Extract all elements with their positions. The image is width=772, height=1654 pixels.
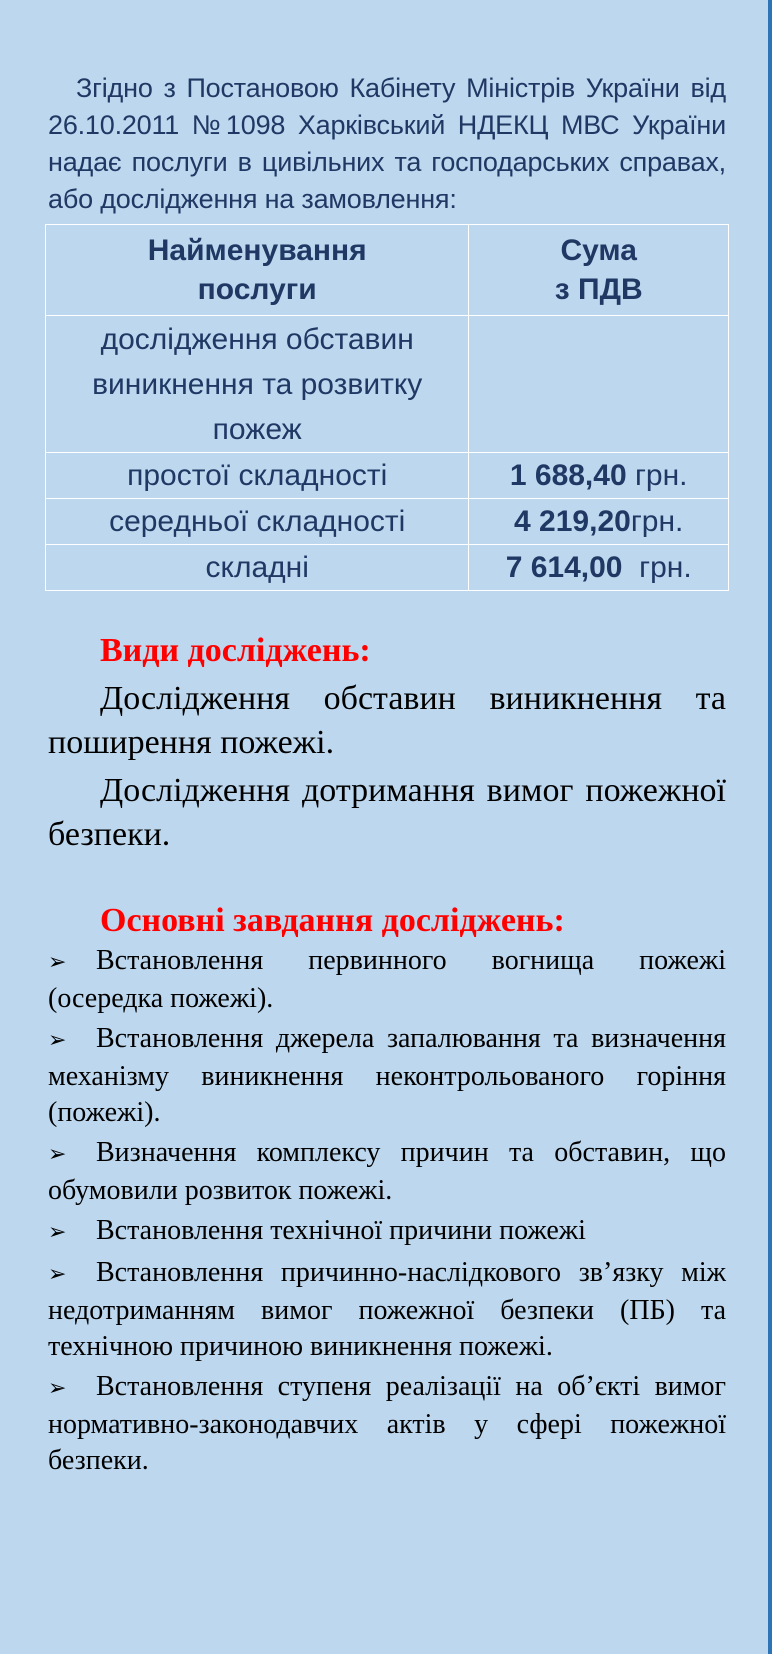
task-text: Визначення комплексу причин та обставин, що обумовили розвиток пожежі. <box>48 1137 726 1206</box>
price-cell <box>469 545 729 591</box>
price-amount: 4 219,20 <box>514 505 631 538</box>
group-label-cell: дослідження обставин виникнення та розвитку пожеж <box>46 316 469 453</box>
arrowhead-bullet-icon: ➢ <box>48 950 67 975</box>
tasks-list <box>48 943 726 1479</box>
task-text: Встановлення ступеня реалізації на об’єкті вимог нормативно-законодавчих актів у сфері пожежної безпеки. <box>48 1371 726 1476</box>
price-cell <box>469 499 729 545</box>
price-unit: грн. <box>622 551 692 584</box>
types-section <box>48 631 726 857</box>
empty-cell <box>469 316 729 453</box>
header-service-line2: послуги <box>197 273 317 306</box>
list-item <box>48 1021 726 1131</box>
table-header-row <box>46 225 729 316</box>
table-row <box>46 316 729 453</box>
list-item <box>48 943 726 1017</box>
price-unit: грн. <box>626 459 688 492</box>
service-cell: складні <box>46 545 469 591</box>
types-item: Дослідження обставин виникнення та поширення пожежі. <box>48 680 726 761</box>
price-table <box>45 224 729 591</box>
list-item <box>48 1213 726 1251</box>
table-row <box>46 453 729 499</box>
table-row <box>46 499 729 545</box>
page-edge-strip <box>768 0 772 1654</box>
types-heading: Види досліджень: <box>100 632 371 669</box>
task-text: Встановлення технічної причини пожежі <box>96 1215 586 1246</box>
service-cell: простої складності <box>46 453 469 499</box>
arrowhead-bullet-icon: ➢ <box>48 1220 67 1245</box>
list-item <box>48 1369 726 1479</box>
price-amount: 1 688,40 <box>509 459 627 492</box>
price-unit: грн. <box>630 505 684 538</box>
tasks-heading: Основні завдання досліджень: <box>100 902 565 939</box>
arrowhead-bullet-icon: ➢ <box>48 1376 67 1401</box>
price-cell <box>469 453 729 499</box>
tasks-section <box>48 901 726 1479</box>
price-amount: 7 614,00 <box>505 551 623 584</box>
intro-paragraph: Згідно з Постановою Кабінету Міністрів України від 26.10.2011 №1098 Харківський НДЕКЦ МВС України надає послуги в цивільних та господарських справах, або дослідження на замовлення: <box>48 73 726 214</box>
header-sum-line2: з ПДВ <box>554 273 643 306</box>
task-text: Встановлення джерела запалювання та визначення механізму виникнення неконтрольованого горіння (пожежі). <box>48 1023 726 1128</box>
table-row <box>46 545 729 591</box>
header-sum <box>469 225 729 316</box>
arrowhead-bullet-icon: ➢ <box>48 1028 67 1053</box>
document-page <box>48 70 726 1483</box>
task-text: Встановлення первинного вогнища пожежі (осередка пожежі). <box>48 945 726 1014</box>
header-sum-line1: Сума <box>560 234 637 267</box>
header-service <box>46 225 469 316</box>
arrowhead-bullet-icon: ➢ <box>48 1142 67 1167</box>
arrowhead-bullet-icon: ➢ <box>48 1262 67 1287</box>
service-cell: середньої складності <box>46 499 469 545</box>
list-item <box>48 1255 726 1365</box>
types-item: Дослідження дотримання вимог пожежної безпеки. <box>48 772 726 853</box>
header-service-line1: Найменування <box>147 234 367 267</box>
task-text: Встановлення причинно-наслідкового зв’язку між недотриманням вимог пожежної безпеки (ПБ) та технічною причиною виникнення пожежі. <box>48 1257 726 1362</box>
list-item <box>48 1135 726 1209</box>
